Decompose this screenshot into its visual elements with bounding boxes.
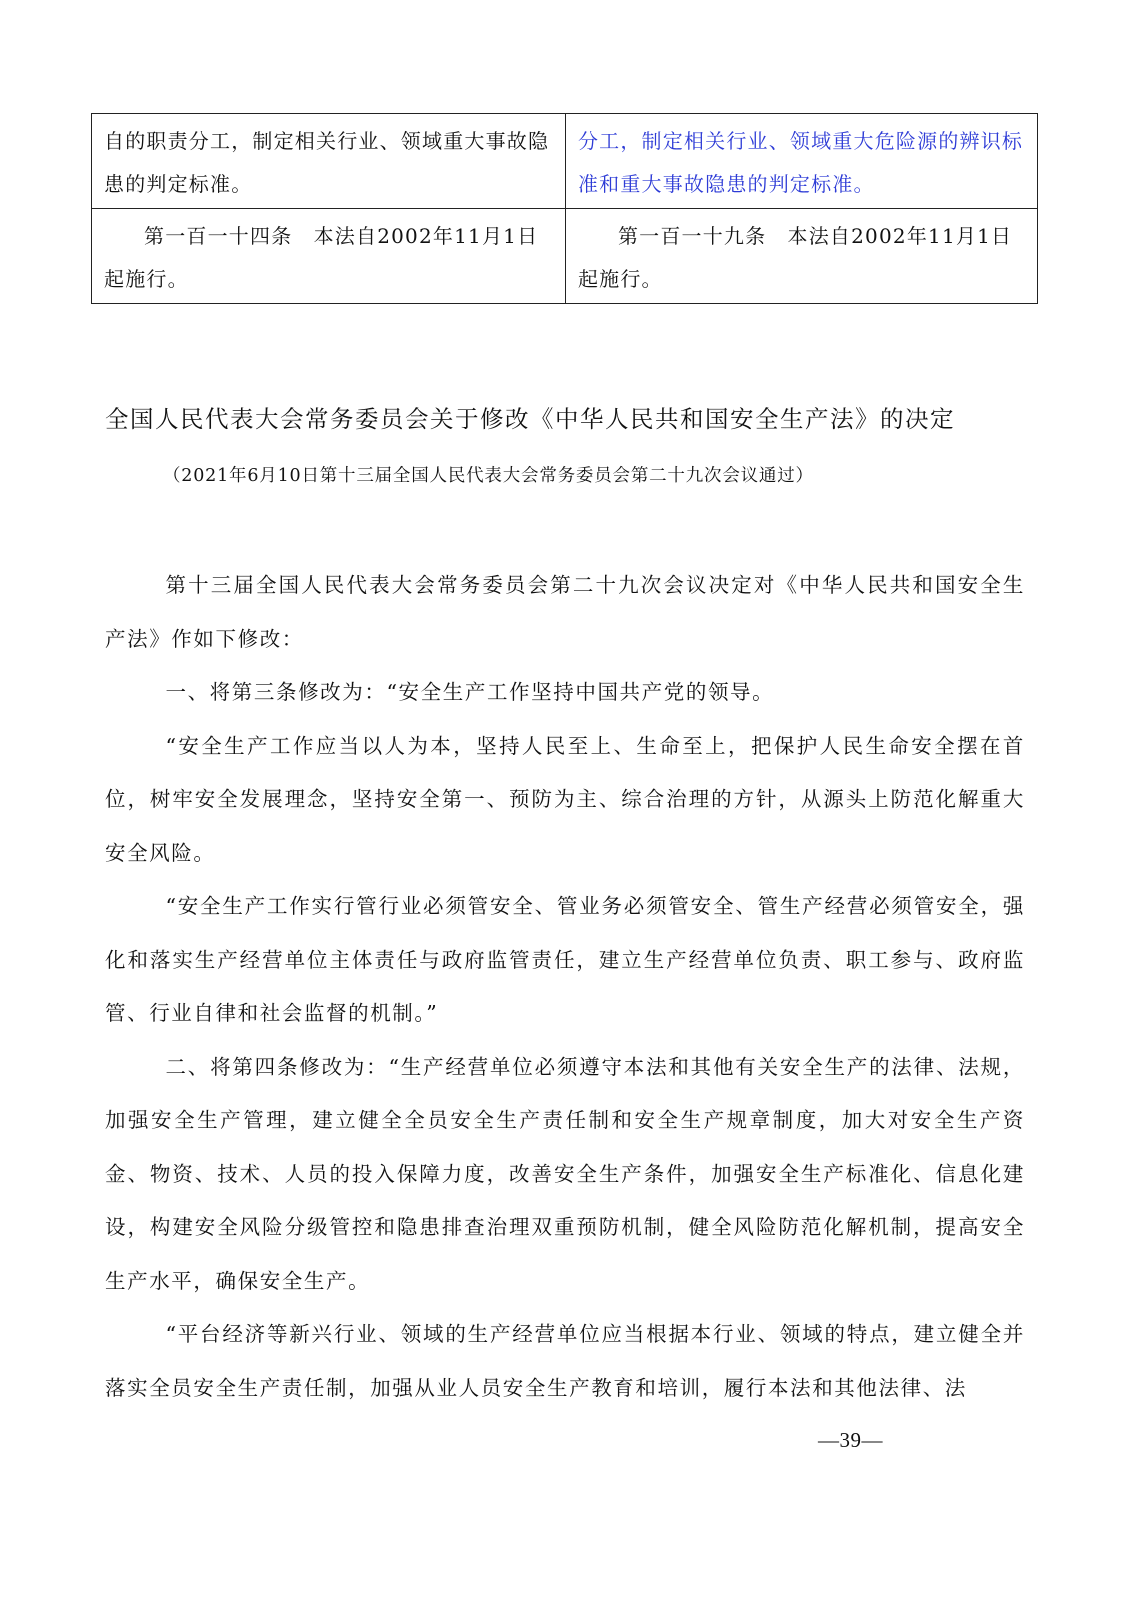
body-paragraph: “安全生产工作实行管行业必须管安全、管业务必须管安全、管生产经营必须管安全，强化和落实生产经营单位主体责任与政府监管责任，建立生产经营单位负责、职工参与、政府监管、行业自律和社会监督的机制。”: [105, 894, 1025, 1025]
body-paragraph: “平台经济等新兴行业、领域的生产经营单位应当根据本行业、领域的特点，建立健全并落实全员安全生产责任制，加强从业人员安全生产教育和培训，履行本法和其他法律、法: [105, 1322, 1025, 1400]
body-paragraph: 二、将第四条修改为：“生产经营单位必须遵守本法和其他有关安全生产的法律、法规，加强安全生产管理，建立健全全员安全生产责任制和安全生产规章制度，加大对安全生产资金、物资、技术、人员的投入保障力度，改善安全生产条件，加强安全生产标准化、信息化建设，构建安全风险分级管控和隐患排查治理双重预防机制，健全风险防范化解机制，提高安全生产水平，确保安全生产。: [105, 1054, 1025, 1293]
decision-body: [105, 559, 1025, 1415]
body-paragraph: 第十三届全国人民代表大会常务委员会第二十九次会议决定对《中华人民共和国安全生产法》作如下修改：: [105, 573, 1025, 651]
revised-text-cell: 分工，制定相关行业、领域重大危险源的辨识标准和重大事故隐患的判定标准。: [565, 114, 1037, 209]
decision-subtitle: （2021年6月10日第十三届全国人民代表大会常务委员会第二十九次会议通过）: [163, 466, 814, 486]
old-text-cell: 第一百一十四条 本法自2002年11月1日起施行。: [92, 209, 566, 304]
page-number: —39—: [818, 1428, 883, 1452]
body-paragraph: 一、将第三条修改为：“安全生产工作坚持中国共产党的领导。: [165, 680, 775, 704]
body-paragraph: “安全生产工作应当以人为本，坚持人民至上、生命至上，把保护人民生命安全摆在首位，树牢安全发展理念，坚持安全第一、预防为主、综合治理的方针，从源头上防范化解重大安全风险。: [105, 733, 1025, 865]
comparison-table: [91, 113, 1038, 304]
decision-title: 全国人民代表大会常务委员会关于修改《中华人民共和国安全生产法》的决定: [105, 405, 955, 433]
table-row: [92, 114, 1038, 209]
old-text-cell: 自的职责分工，制定相关行业、领域重大事故隐患的判定标准。: [92, 114, 566, 209]
table-row: [92, 209, 1038, 304]
revised-text-cell: 第一百一十九条 本法自2002年11月1日起施行。: [565, 209, 1037, 304]
